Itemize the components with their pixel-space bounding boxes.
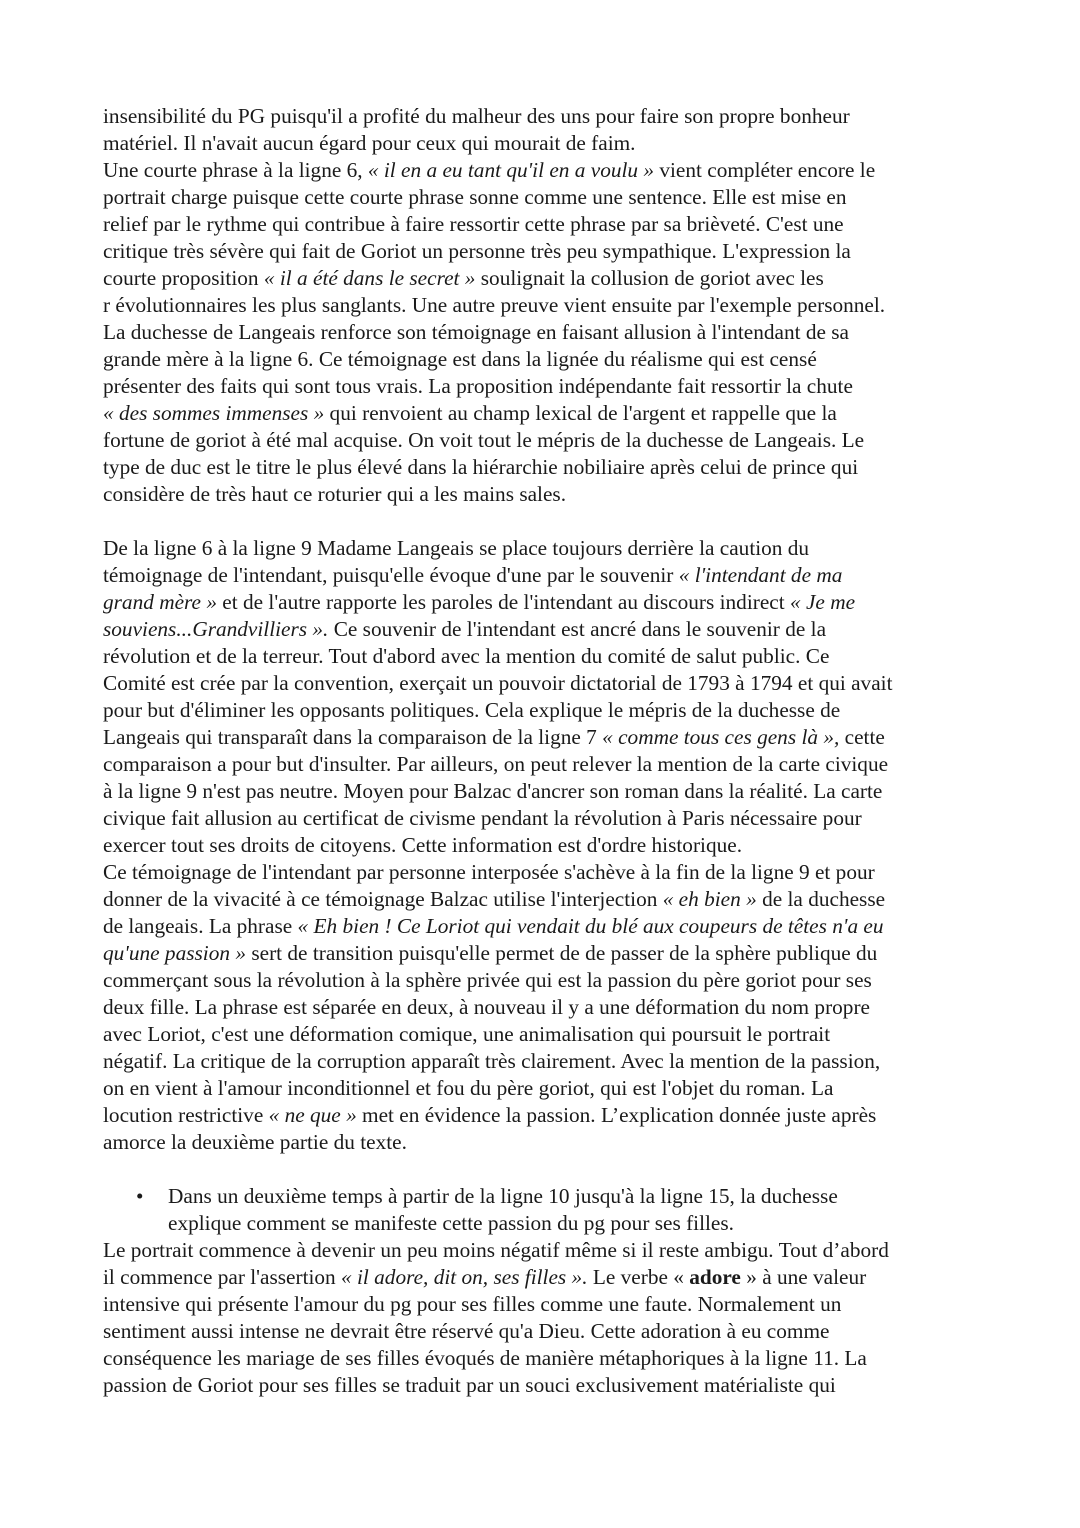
text-span: Une courte phrase à la ligne 6, xyxy=(103,158,368,182)
quotation: « ne que » xyxy=(268,1103,357,1127)
text-line: intensive qui présente l'amour du pg pour ses filles comme une faute. Normalement un xyxy=(103,1292,842,1316)
text-span: il commence par l'assertion xyxy=(103,1265,342,1289)
text-span: donner de la vivacité à ce témoignage Balzac utilise l'interjection xyxy=(103,887,663,911)
text-line: grande mère à la ligne 6. Ce témoignage est dans la lignée du réalisme qui est censé xyxy=(103,347,817,371)
text-line: comparaison a pour but d'insulter. Par ailleurs, on peut relever la mention de la carte civique xyxy=(103,752,889,776)
text-line xyxy=(103,589,993,616)
text-line: exercer tout ses droits de citoyens. Cette information est d'ordre historique. xyxy=(103,833,743,857)
text-span: met en évidence la passion. L’explication donnée juste après xyxy=(356,1103,877,1127)
text-line: pour but d'éliminer les opposants politiques. Cela explique le mépris de la duchesse de xyxy=(103,698,841,722)
text-line: Le portrait commence à devenir un peu moins négatif même si il reste ambigu. Tout d’abord xyxy=(103,1238,889,1262)
text-line: r évolutionnaires les plus sanglants. Une autre preuve vient ensuite par l'exemple personnel. xyxy=(103,293,886,317)
text-span: vient compléter encore le xyxy=(654,158,876,182)
text-line: Ce témoignage de l'intendant par personne interposée s'achève à la fin de la ligne 9 et pour xyxy=(103,860,875,884)
text-line: critique très sévère qui fait de Goriot un personne très peu sympathique. L'expression la xyxy=(103,239,851,263)
text-span: de la duchesse xyxy=(756,887,886,911)
text-span: locution restrictive xyxy=(103,1103,269,1127)
text-line: sentiment aussi intense ne devrait être réservé qu'a Dieu. Cette adoration à eu comme xyxy=(103,1319,830,1343)
text-line: on en vient à l'amour inconditionnel et fou du père goriot, qui est l'objet du roman. La xyxy=(103,1076,834,1100)
text-line xyxy=(103,1210,993,1237)
quotation: « l'intendant de ma xyxy=(678,563,843,587)
text-line: amorce la deuxième partie du texte. xyxy=(103,1130,407,1154)
quotation: « il a été dans le secret » xyxy=(263,266,476,290)
text-span: de langeais. La phrase xyxy=(103,914,298,938)
text-line: passion de Goriot pour ses filles se traduit par un souci exclusivement matérialiste qui xyxy=(103,1373,836,1397)
text-span: Dans un deuxième temps à partir de la ligne 10 jusqu'à la ligne 15, la duchesse xyxy=(168,1184,838,1208)
text-line: relief par le rythme qui contribue à faire ressortir cette phrase par sa brièveté. C'est une xyxy=(103,212,844,236)
paragraph-4 xyxy=(103,1237,993,1399)
text-line: Comité est crée par la convention, exerçait un pouvoir dictatorial de 1793 à 1794 et qui avait xyxy=(103,671,893,695)
quotation: qu'une passion » xyxy=(103,941,246,965)
quotation: « comme tous ces gens là », xyxy=(602,725,840,749)
text-span: Le verbe « xyxy=(587,1265,690,1289)
text-span: » à une valeur xyxy=(740,1265,867,1289)
text-span: explique comment se manifeste cette passion du pg pour ses filles. xyxy=(168,1211,735,1235)
text-line xyxy=(103,940,993,967)
text-line: La duchesse de Langeais renforce son témoignage en faisant allusion à l'intendant de sa xyxy=(103,320,849,344)
text-span: soulignait la collusion de goriot avec les xyxy=(475,266,824,290)
quotation: « Je me xyxy=(790,590,856,614)
paragraph-3 xyxy=(103,535,993,1156)
text-line: civique fait allusion au certificat de civisme pendant la révolution à Paris nécessaire pour xyxy=(103,806,862,830)
text-line: portrait charge puisque cette courte phrase sonne comme une sentence. Elle est mise en xyxy=(103,185,847,209)
paragraph-2 xyxy=(103,157,993,508)
text-line: commerçant sous la révolution à la sphère privée qui est la passion du père goriot pour ses xyxy=(103,968,872,992)
quotation: « eh bien » xyxy=(662,887,757,911)
quotation: grand mère » xyxy=(103,590,217,614)
text-line xyxy=(103,562,993,589)
text-line xyxy=(103,724,993,751)
text-span: Langeais qui transparaît dans la comparaison de la ligne 7 xyxy=(103,725,603,749)
text-line xyxy=(103,886,993,913)
text-span: et de l'autre rapporte les paroles de l'intendant au discours indirect xyxy=(216,590,790,614)
text-span: qui renvoient au champ lexical de l'argent et rappelle que la xyxy=(324,401,837,425)
bold-word: adore xyxy=(689,1265,741,1289)
text-line xyxy=(103,1102,993,1129)
text-span: sert de transition puisqu'elle permet de de passer de la sphère publique du xyxy=(246,941,878,965)
text-span: cette xyxy=(839,725,885,749)
text-line xyxy=(103,1264,993,1291)
paragraph-gap xyxy=(103,508,993,535)
text-line: conséquence les mariage de ses filles évoqués de manière métaphoriques à la ligne 11. La xyxy=(103,1346,867,1370)
text-span: témoignage de l'intendant, puisqu'elle évoque d'une par le souvenir xyxy=(103,563,679,587)
paragraph-1 xyxy=(103,103,993,157)
text-span: courte proposition xyxy=(103,266,264,290)
quotation: « il adore, dit on, ses filles ». xyxy=(341,1265,588,1289)
paragraph-gap xyxy=(103,1156,993,1183)
text-line: matériel. Il n'avait aucun égard pour ceux qui mourait de faim. xyxy=(103,131,636,155)
document-page xyxy=(103,103,993,1399)
bullet-icon: • xyxy=(136,1184,144,1208)
text-span: Ce souvenir de l'intendant est ancré dans le souvenir de la xyxy=(328,617,827,641)
text-line xyxy=(103,157,993,184)
text-line: avec Loriot, c'est une déformation comique, une animalisation qui poursuit le portrait xyxy=(103,1022,831,1046)
bullet-item xyxy=(103,1183,993,1237)
quotation: « des sommes immenses » xyxy=(103,401,325,425)
text-line: négatif. La critique de la corruption apparaît très clairement. Avec la mention de la passion, xyxy=(103,1049,881,1073)
text-line: deux fille. La phrase est séparée en deux, à nouveau il y a une déformation du nom propre xyxy=(103,995,870,1019)
text-line xyxy=(103,1183,993,1210)
text-line xyxy=(103,913,993,940)
quotation: « Eh bien ! Ce Loriot qui vendait du blé aux coupeurs de têtes n'a eu xyxy=(297,914,884,938)
text-line: insensibilité du PG puisqu'il a profité du malheur des uns pour faire son propre bonheur xyxy=(103,104,850,128)
text-line xyxy=(103,400,993,427)
text-line: révolution et de la terreur. Tout d'abord avec la mention du comité de salut public. Ce xyxy=(103,644,830,668)
text-line: type de duc est le titre le plus élevé dans la hiérarchie nobiliaire après celui de prince qui xyxy=(103,455,859,479)
text-line: présenter des faits qui sont tous vrais. La proposition indépendante fait ressortir la chute xyxy=(103,374,853,398)
text-line xyxy=(103,265,993,292)
text-line: fortune de goriot à été mal acquise. On voit tout le mépris de la duchesse de Langeais. Le xyxy=(103,428,865,452)
quotation: « il en a eu tant qu'il en a voulu » xyxy=(367,158,655,182)
text-line: De la ligne 6 à la ligne 9 Madame Langeais se place toujours derrière la caution du xyxy=(103,536,810,560)
text-line: considère de très haut ce roturier qui a les mains sales. xyxy=(103,482,567,506)
text-line: à la ligne 9 n'est pas neutre. Moyen pour Balzac d'ancrer son roman dans la réalité. La carte xyxy=(103,779,883,803)
text-line xyxy=(103,616,993,643)
quotation: souviens...Grandvilliers ». xyxy=(103,617,329,641)
